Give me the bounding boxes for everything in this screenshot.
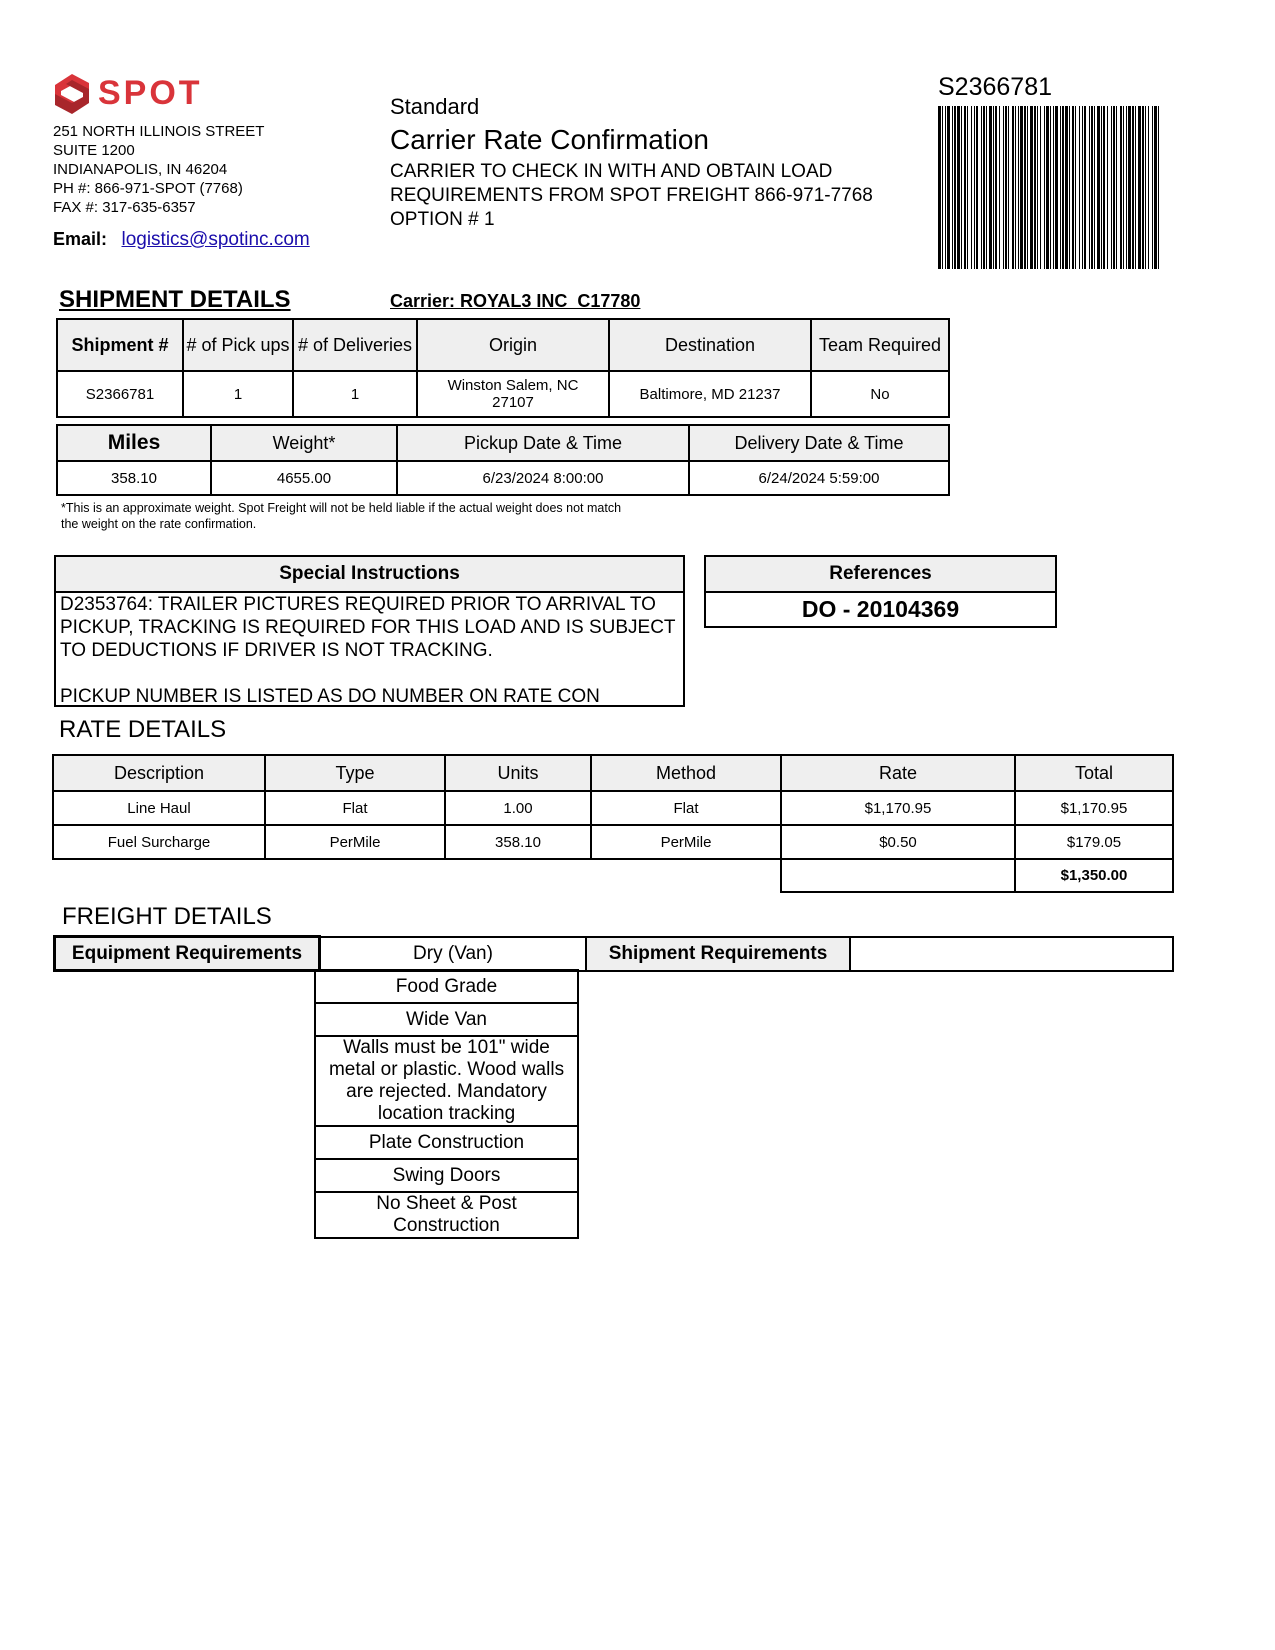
equipment-item: Wide Van — [315, 1003, 578, 1036]
table-row — [53, 791, 1173, 825]
address-line: PH #: 866-971-SPOT (7768) — [53, 180, 243, 197]
references-title: References — [706, 557, 1055, 593]
cell-pickups: 1 — [183, 371, 293, 417]
company-logo — [52, 72, 203, 116]
cell-delivery-date: 6/24/2024 5:59:00 — [689, 461, 949, 495]
miles-table — [56, 424, 950, 496]
instruction-line: REQUIREMENTS FROM SPOT FREIGHT 866-971-7768 — [390, 185, 873, 206]
equipment-list — [314, 969, 579, 1239]
shipment-requirements-value — [850, 937, 1173, 971]
email-link[interactable]: logistics@spotinc.com — [121, 229, 310, 250]
equipment-item: Food Grade — [315, 970, 578, 1003]
cell-type: PerMile — [265, 825, 445, 859]
col-total: Total — [1015, 755, 1173, 791]
cell-origin: Winston Salem, NC 27107 — [417, 371, 609, 417]
table-row — [57, 371, 949, 417]
cell-miles: 358.10 — [57, 461, 211, 495]
cell-type: Flat — [265, 791, 445, 825]
company-name: SPOT — [98, 74, 203, 112]
col-miles: Miles — [57, 425, 211, 461]
col-pickup-date: Pickup Date & Time — [397, 425, 689, 461]
rate-details-title: RATE DETAILS — [59, 716, 227, 743]
reference-value: DO - 20104369 — [801, 596, 960, 622]
equipment-requirements-label: Equipment Requirements — [55, 937, 320, 971]
instruction-paragraph: PICKUP NUMBER IS LISTED AS DO NUMBER ON RATE CON — [60, 686, 600, 707]
special-instructions-box — [54, 555, 685, 707]
col-units: Units — [445, 755, 591, 791]
instruction-line: CARRIER TO CHECK IN WITH AND OBTAIN LOAD — [390, 161, 833, 182]
document-title: Carrier Rate Confirmation — [390, 124, 709, 155]
confirmation-type: Standard — [390, 94, 480, 119]
shipment-details-title: SHIPMENT DETAILS — [59, 286, 291, 313]
cell-destination: Baltimore, MD 21237 — [609, 371, 811, 417]
email-label: Email: — [53, 229, 108, 249]
col-description: Description — [53, 755, 265, 791]
freight-header-table — [53, 935, 1174, 972]
table-row — [53, 825, 1173, 859]
total-row — [53, 859, 1173, 892]
shipment-table — [56, 318, 950, 418]
col-rate: Rate — [781, 755, 1015, 791]
table-header-row — [57, 425, 949, 461]
barcode-icon — [938, 106, 1160, 269]
cell-units: 358.10 — [445, 825, 591, 859]
freight-header-row — [55, 937, 1174, 971]
table-header-row — [57, 319, 949, 371]
email-row — [53, 229, 310, 251]
cell-method: PerMile — [591, 825, 781, 859]
special-instructions-title: Special Instructions — [56, 557, 683, 593]
equipment-item: Plate Construction — [315, 1126, 578, 1159]
weight-disclaimer: *This is an approximate weight. Spot Freight will not be held liable if the actual weight does not match the weight on the rate confirmation. — [61, 501, 622, 531]
cell-method: Flat — [591, 791, 781, 825]
cell-weight: 4655.00 — [211, 461, 397, 495]
col-team-required: Team Required — [811, 319, 949, 371]
spot-logo-icon — [52, 72, 92, 116]
equipment-item: Swing Doors — [315, 1159, 578, 1192]
cell-shipment-number: S2366781 — [57, 371, 183, 417]
table-row — [57, 461, 949, 495]
special-instructions-text — [56, 593, 683, 708]
rate-table — [52, 754, 1174, 893]
grand-total: $1,350.00 — [1015, 859, 1173, 892]
shipment-requirements-label: Shipment Requirements — [586, 937, 850, 971]
col-origin: Origin — [417, 319, 609, 371]
cell-total: $1,170.95 — [1015, 791, 1173, 825]
col-shipment-number: Shipment # — [57, 319, 183, 371]
table-header-row — [53, 755, 1173, 791]
col-delivery-date: Delivery Date & Time — [689, 425, 949, 461]
cell-team-required: No — [811, 371, 949, 417]
col-pickups: # of Pick ups — [183, 319, 293, 371]
shipment-id-label: S2366781 — [938, 73, 1053, 101]
col-method: Method — [591, 755, 781, 791]
references-box — [704, 555, 1057, 628]
address-line: 251 NORTH ILLINOIS STREET — [53, 123, 265, 140]
cell-description: Line Haul — [53, 791, 265, 825]
cell-rate: $0.50 — [781, 825, 1015, 859]
cell-total: $179.05 — [1015, 825, 1173, 859]
cell-rate: $1,170.95 — [781, 791, 1015, 825]
instruction-line: OPTION # 1 — [390, 209, 495, 230]
col-weight: Weight* — [211, 425, 397, 461]
freight-details-title: FREIGHT DETAILS — [62, 903, 272, 930]
address-line: FAX #: 317-635-6357 — [53, 199, 196, 216]
equipment-item: Dry (Van) — [320, 937, 587, 971]
cell-description: Fuel Surcharge — [53, 825, 265, 859]
address-line: INDIANAPOLIS, IN 46204 — [53, 161, 228, 178]
check-in-instructions — [390, 160, 873, 232]
company-address — [53, 122, 264, 217]
cell-pickup-date: 6/23/2024 8:00:00 — [397, 461, 689, 495]
cell-deliveries: 1 — [293, 371, 417, 417]
cell-units: 1.00 — [445, 791, 591, 825]
address-line: SUITE 1200 — [53, 142, 135, 159]
instruction-paragraph: D2353764: TRAILER PICTURES REQUIRED PRIOR TO ARRIVAL TO PICKUP, TRACKING IS REQUIRED FOR THIS LOAD AND IS SUBJECT TO DEDUCTIONS IF DRIVER IS NOT TRACKING. — [60, 594, 676, 661]
col-deliveries: # of Deliveries — [293, 319, 417, 371]
equipment-item: Walls must be 101" wide metal or plastic. Wood walls are rejected. Mandatory location tracking — [315, 1036, 578, 1126]
carrier-label: Carrier: ROYAL3 INC C17780 — [390, 291, 641, 311]
col-type: Type — [265, 755, 445, 791]
col-destination: Destination — [609, 319, 811, 371]
total-spacer-cell — [781, 859, 1015, 892]
equipment-item: No Sheet & Post Construction — [315, 1192, 578, 1238]
